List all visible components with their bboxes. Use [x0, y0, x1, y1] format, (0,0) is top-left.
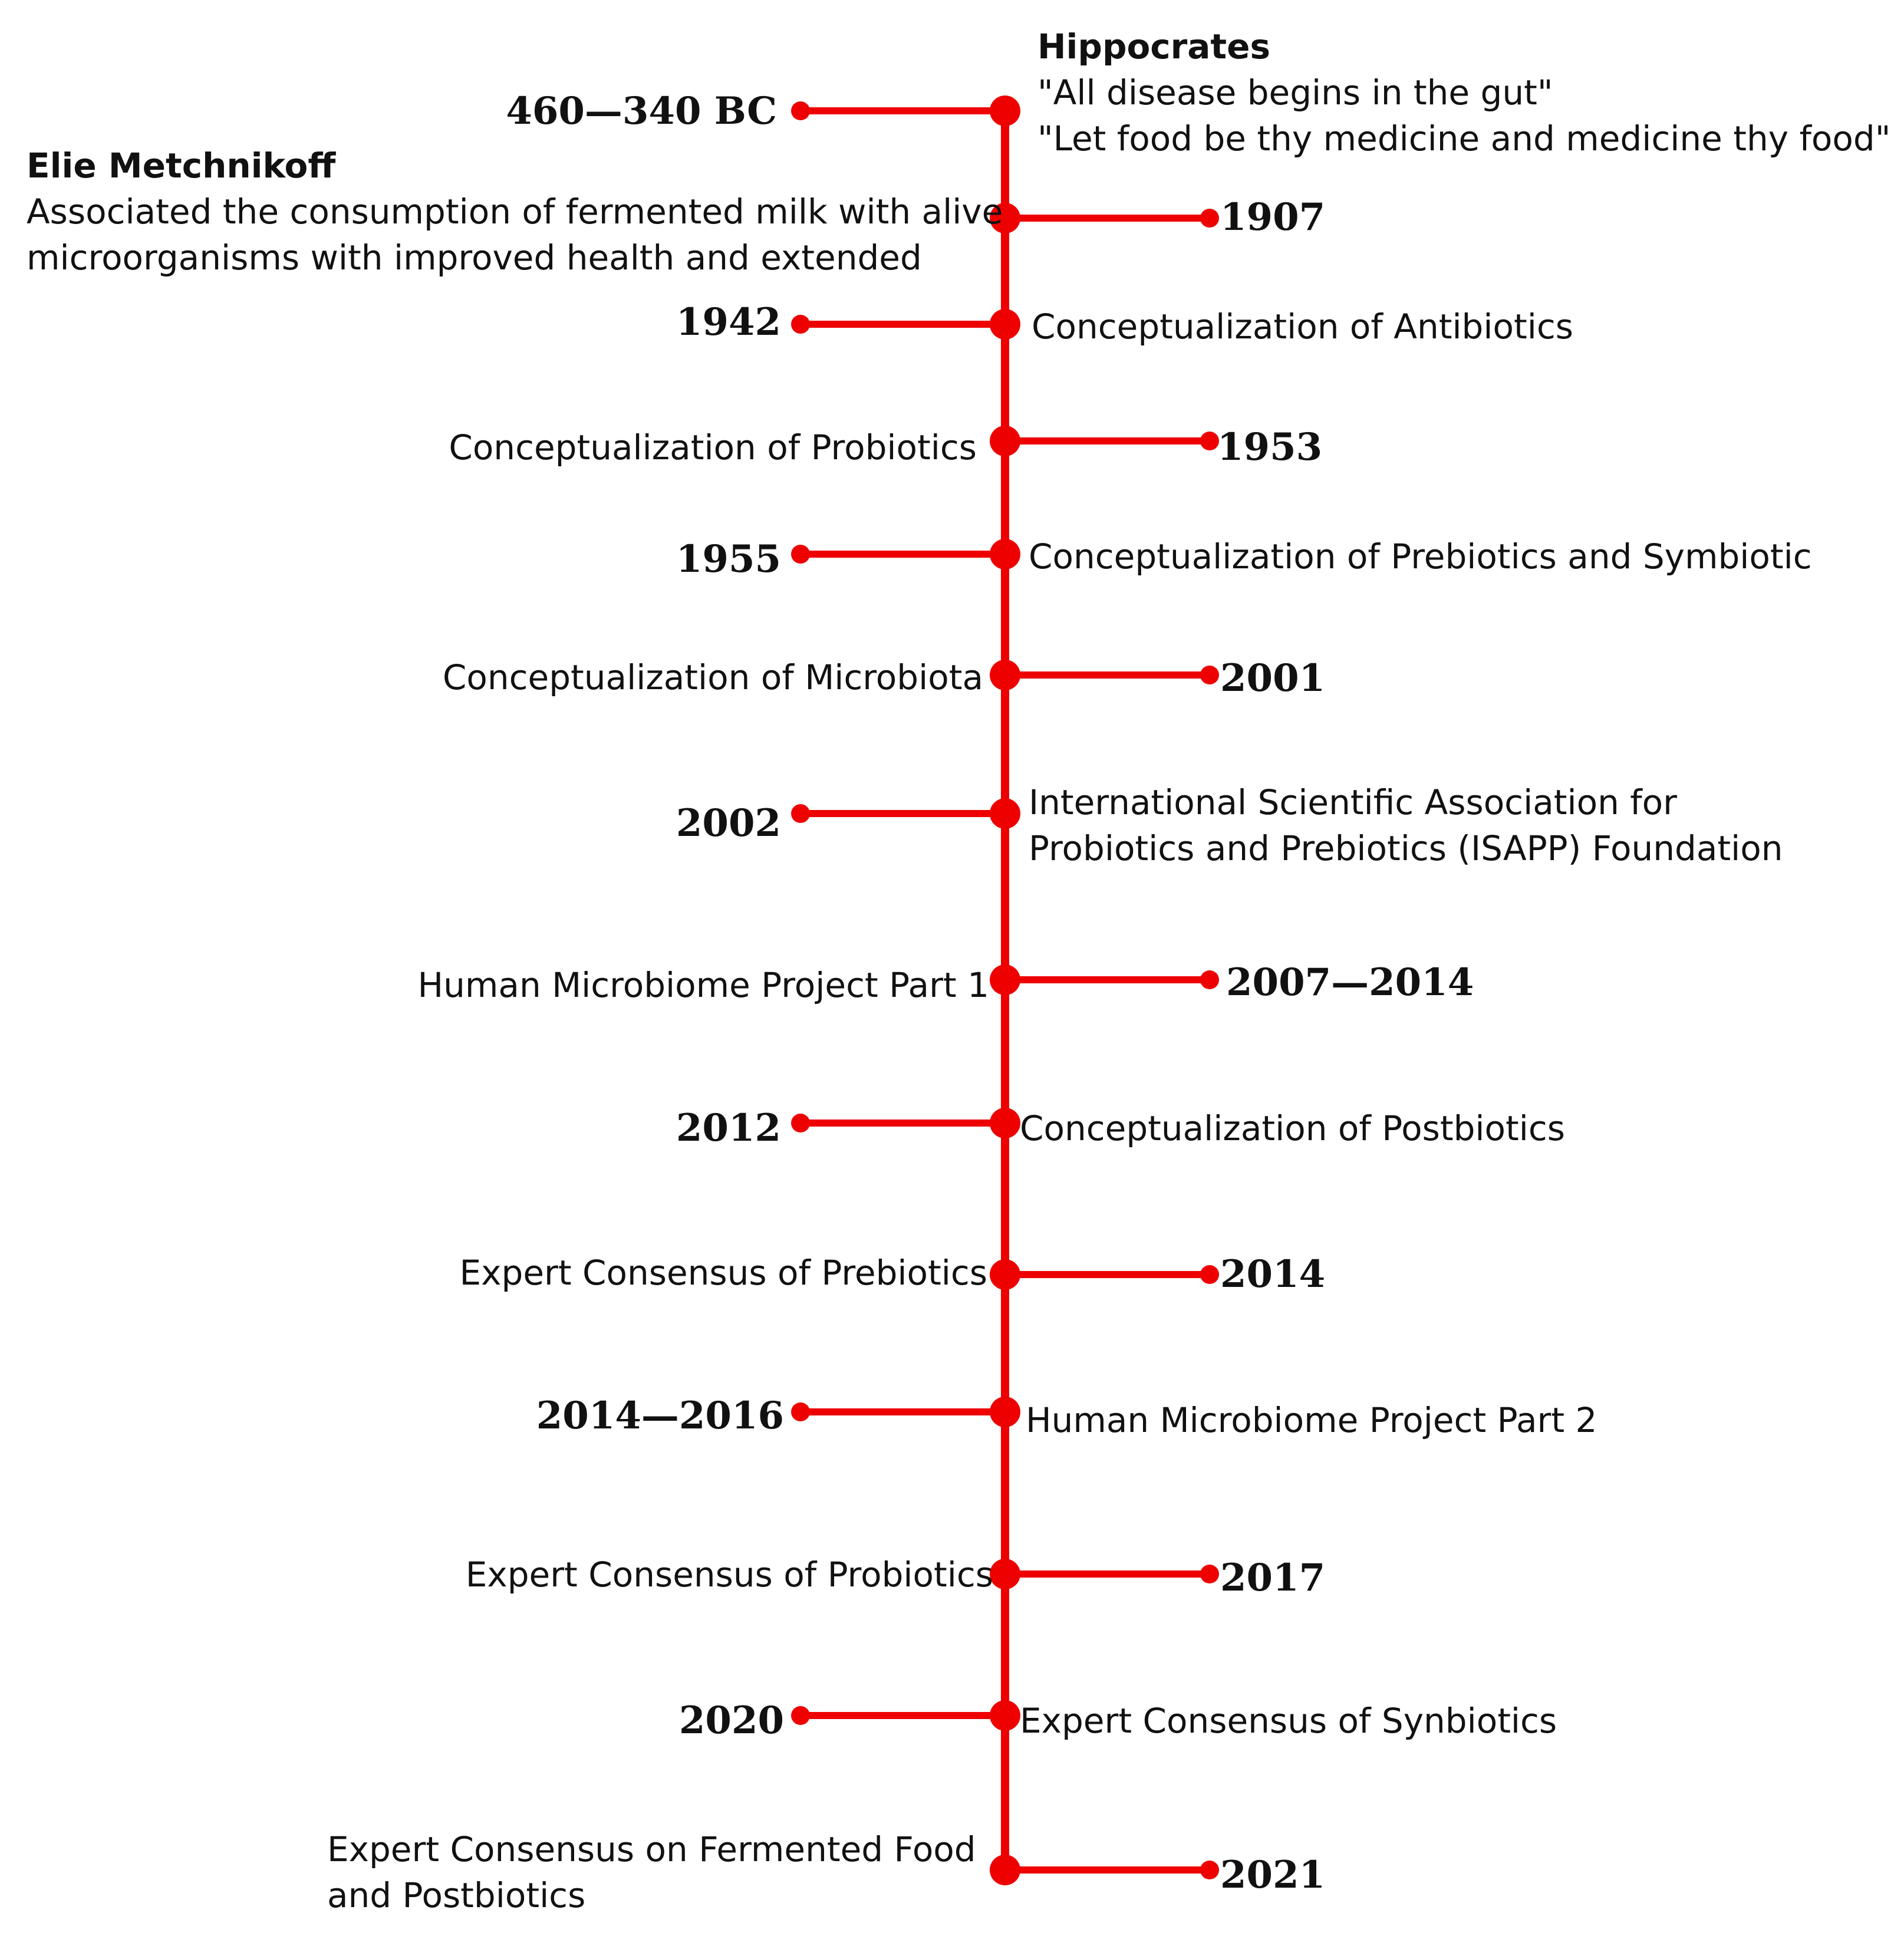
- event-endpoint-4: [791, 545, 810, 564]
- event-description-11: [466, 1552, 993, 1598]
- event-description-4: [1029, 534, 1812, 580]
- event-year-10: 2014—2016: [536, 1394, 784, 1438]
- event-line-2-0: Conceptualization of Antibiotics: [1032, 307, 1573, 347]
- event-node-11: [990, 1559, 1020, 1589]
- event-line-5-0: Conceptualization of Microbiota: [442, 657, 983, 697]
- event-node-7: [990, 964, 1020, 995]
- event-node-4: [990, 539, 1020, 569]
- event-year-6: 2002: [676, 801, 781, 845]
- event-description-8: [1020, 1105, 1565, 1151]
- event-line-0-1: "Let food be thy medicine and medicine thy food": [1037, 118, 1891, 159]
- event-description-5: [443, 654, 983, 700]
- event-year-7: 2007—2014: [1226, 960, 1474, 1005]
- event-endpoint-2: [791, 315, 810, 334]
- event-endpoint-13: [1200, 1861, 1219, 1879]
- event-node-5: [990, 660, 1020, 690]
- event-description-6: [1029, 779, 1783, 871]
- event-line-9-0: Expert Consensus of Prebiotics: [459, 1253, 987, 1293]
- event-year-1: 1907: [1220, 195, 1326, 239]
- event-node-10: [990, 1397, 1020, 1427]
- event-endpoint-6: [791, 804, 810, 823]
- event-endpoint-7: [1200, 970, 1219, 989]
- event-endpoint-8: [791, 1114, 810, 1132]
- event-line-4-0: Conceptualization of Prebiotics and Symbiotic: [1029, 536, 1812, 577]
- event-line-12-0: Expert Consensus of Synbiotics: [1020, 1701, 1557, 1741]
- event-endpoint-9: [1200, 1265, 1219, 1284]
- event-year-11: 2017: [1220, 1556, 1326, 1600]
- event-description-0: [1037, 24, 1890, 162]
- event-title-1: Elie Metchnikoff: [27, 146, 336, 186]
- event-line-6-1: Probiotics and Prebiotics (ISAPP) Foundation: [1029, 828, 1783, 868]
- event-year-0: 460—340 BC: [506, 89, 777, 133]
- event-description-1: [27, 143, 1003, 281]
- event-node-9: [990, 1259, 1020, 1290]
- event-line-3-0: Conceptualization of Probiotics: [449, 427, 977, 467]
- event-line-10-0: Human Microbiome Project Part 2: [1026, 1400, 1597, 1440]
- event-line-11-0: Expert Consensus of Probiotics: [465, 1555, 993, 1595]
- event-description-3: [449, 424, 977, 470]
- event-node-6: [990, 798, 1020, 829]
- event-year-13: 2021: [1220, 1853, 1326, 1897]
- event-node-13: [990, 1855, 1020, 1885]
- event-endpoint-0: [791, 101, 810, 120]
- event-endpoint-1: [1200, 209, 1219, 228]
- event-year-4: 1955: [676, 537, 781, 581]
- event-description-9: [460, 1250, 987, 1296]
- event-endpoint-10: [791, 1402, 810, 1421]
- event-line-13-0: Expert Consensus on Fermented Food: [327, 1829, 976, 1869]
- event-endpoint-3: [1200, 432, 1219, 450]
- event-description-2: [1032, 304, 1573, 350]
- event-node-12: [990, 1700, 1020, 1731]
- event-line-13-1: and Postbiotics: [327, 1875, 586, 1915]
- event-year-3: 1953: [1217, 425, 1323, 469]
- event-endpoint-12: [791, 1706, 810, 1725]
- event-description-12: [1020, 1698, 1557, 1744]
- event-endpoint-11: [1200, 1565, 1219, 1583]
- event-title-0: Hippocrates: [1037, 27, 1271, 67]
- event-description-10: [1026, 1397, 1597, 1443]
- event-node-8: [990, 1108, 1020, 1138]
- event-line-8-0: Conceptualization of Postbiotics: [1020, 1108, 1565, 1148]
- event-year-5: 2001: [1220, 656, 1326, 700]
- event-description-13: [327, 1826, 976, 1918]
- event-year-8: 2012: [676, 1106, 781, 1150]
- event-line-1-0: Associated the consumption of fermented milk with alive: [27, 192, 1003, 232]
- event-node-3: [990, 426, 1020, 456]
- event-line-1-1: microorganisms with improved health and extended: [27, 238, 922, 278]
- event-line-0-0: "All disease begins in the gut": [1037, 73, 1553, 113]
- event-description-7: [418, 962, 989, 1008]
- event-node-0: [990, 96, 1020, 126]
- event-line-7-0: Human Microbiome Project Part 1: [417, 965, 989, 1005]
- event-endpoint-5: [1200, 666, 1219, 684]
- event-year-9: 2014: [1220, 1252, 1326, 1296]
- event-line-6-0: International Scientific Association for: [1029, 782, 1678, 822]
- event-year-12: 2020: [678, 1698, 784, 1743]
- event-year-2: 1942: [676, 300, 781, 344]
- event-node-2: [990, 309, 1020, 340]
